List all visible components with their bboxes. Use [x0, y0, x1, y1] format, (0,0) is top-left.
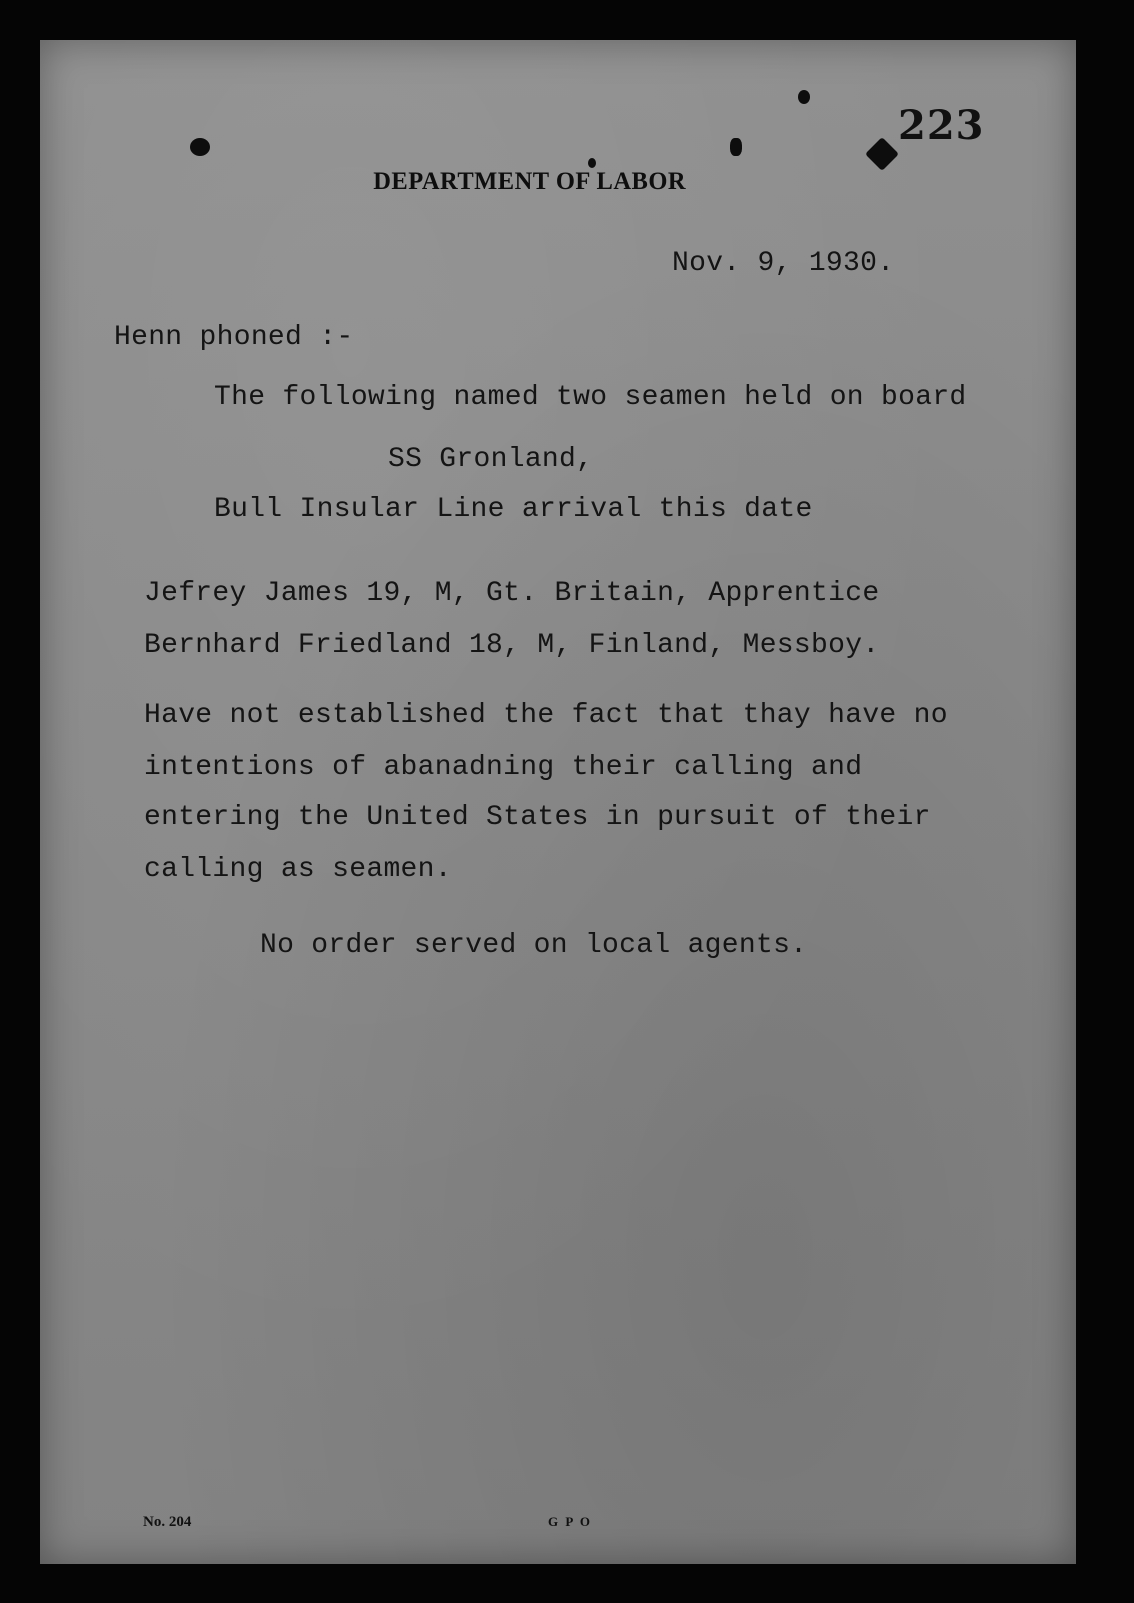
ink-blot — [865, 137, 899, 171]
memo-body-line: Have not established the fact that thay have no — [144, 700, 948, 731]
ink-blot — [190, 138, 210, 156]
ink-blot — [588, 158, 596, 168]
memo-body-line: intentions of abanadning their calling and — [144, 752, 863, 783]
memo-date: Nov. 9, 1930. — [672, 248, 895, 279]
seaman-entry: Bernhard Friedland 18, M, Finland, Messboy. — [144, 630, 880, 661]
page-number: 223 — [898, 102, 985, 149]
letterhead: DEPARTMENT OF LABOR — [373, 168, 687, 195]
memo-line: The following named two seamen held on board — [214, 382, 967, 413]
ink-blot — [730, 138, 742, 156]
form-number: No. 204 — [143, 1514, 192, 1530]
memo-line: Bull Insular Line arrival this date — [214, 494, 813, 525]
memo-opening: Henn phoned :- — [114, 322, 354, 353]
memo-closing: No order served on local agents. — [260, 930, 808, 961]
printer-mark: G P O — [548, 1514, 592, 1529]
seaman-entry: Jefrey James 19, M, Gt. Britain, Apprentice — [144, 578, 880, 609]
ink-blot — [798, 90, 810, 104]
document-page — [40, 40, 1076, 1564]
memo-body-line: calling as seamen. — [144, 854, 452, 885]
memo-line: SS Gronland, — [388, 444, 594, 475]
memo-body-line: entering the United States in pursuit of their — [144, 802, 931, 833]
